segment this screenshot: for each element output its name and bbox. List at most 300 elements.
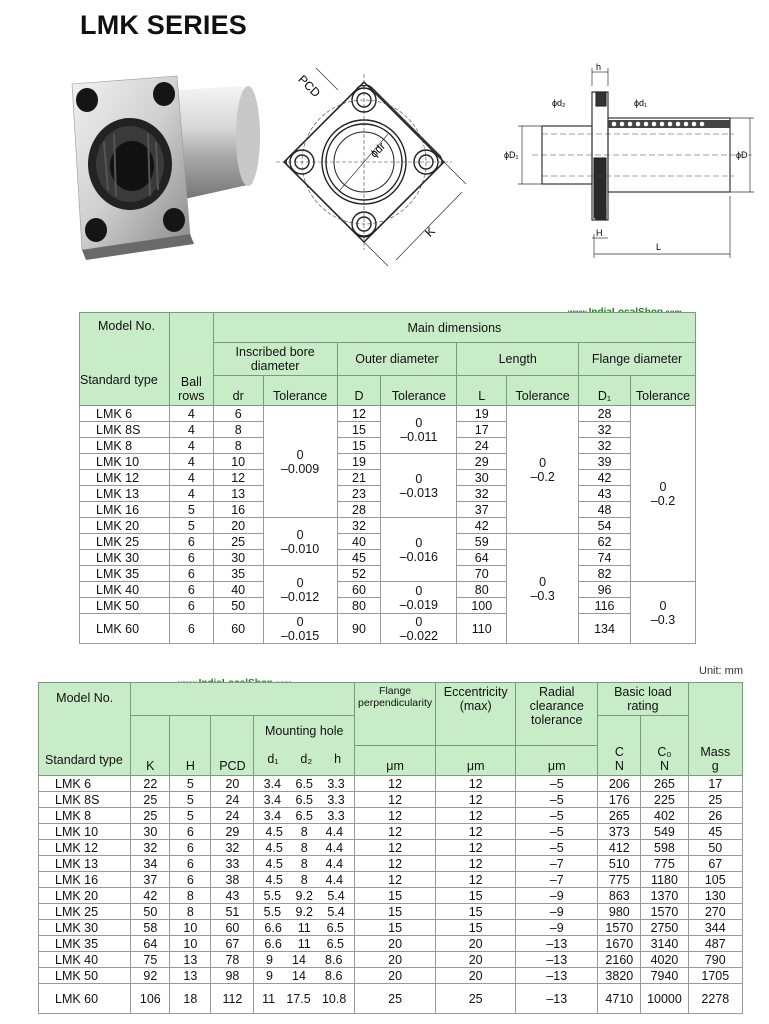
C-cell: 863: [598, 888, 641, 904]
eccentricity-cell: 12: [436, 824, 516, 840]
d2-value: 6.5: [295, 808, 313, 823]
L-cell: 17: [457, 422, 507, 438]
tolerance-cell: [263, 614, 337, 644]
dr-cell: 50: [213, 598, 263, 614]
PCD-cell: 98: [211, 968, 254, 984]
tolerance-upper: 0: [415, 415, 423, 430]
eccentricity-cell: 12: [436, 856, 516, 872]
dr-cell: 13: [213, 486, 263, 502]
mounting-hole-cell: [254, 808, 355, 824]
ball-rows-cell: 5: [169, 518, 213, 534]
C-cell: 4710: [598, 984, 641, 1014]
model-cell: LMK 13: [39, 856, 131, 872]
outer-diameter-header: Outer diameter: [337, 343, 457, 376]
C0-cell: 265: [641, 776, 688, 792]
h-value: 4.4: [325, 856, 344, 871]
C0-cell: 225: [641, 792, 688, 808]
d2-value: 11: [297, 920, 311, 935]
PCD-cell: 24: [211, 792, 254, 808]
C0-header: [641, 716, 688, 776]
eccentricity-cell: 12: [436, 840, 516, 856]
D-cell: 45: [337, 550, 381, 566]
model-cell: LMK 10: [80, 454, 170, 470]
C-cell: 373: [598, 824, 641, 840]
D1-cell: 43: [579, 486, 631, 502]
eccentricity-cell: 12: [436, 792, 516, 808]
radial-cell: –9: [516, 888, 598, 904]
H-cell: 10: [170, 936, 211, 952]
table-row: [39, 872, 743, 888]
C0-cell: 2750: [641, 920, 688, 936]
C-unit: N: [614, 759, 624, 773]
PCD-cell: 67: [211, 936, 254, 952]
C-cell: 206: [598, 776, 641, 792]
h-value: 6.5: [326, 920, 345, 935]
mass-cell: 1705: [688, 968, 742, 984]
perp-cell: 12: [355, 856, 436, 872]
d1-value: 4.5: [265, 872, 283, 887]
D-cell: 19: [337, 454, 381, 470]
h-value: 5.4: [327, 904, 345, 919]
K-cell: 32: [131, 840, 170, 856]
C0-cell: 775: [641, 856, 688, 872]
tolerance-cell: [381, 454, 457, 518]
tolerance-upper: 0: [296, 527, 304, 542]
perp-cell: 12: [355, 776, 436, 792]
radial-cell: –5: [516, 808, 598, 824]
table-row: [39, 840, 743, 856]
H-cell: 6: [170, 840, 211, 856]
mass-cell: 2278: [688, 984, 742, 1014]
PCD-cell: 112: [211, 984, 254, 1014]
d2-value: 14: [292, 952, 306, 967]
tolerance-cell: [507, 406, 579, 534]
mass-cell: 344: [688, 920, 742, 936]
d1-value: 3.4: [263, 808, 282, 823]
d2-value: 9.2: [295, 904, 313, 919]
L-label: L: [656, 242, 662, 252]
C0-cell: 1180: [641, 872, 688, 888]
ball-rows-cell: 4: [169, 470, 213, 486]
eccentricity-cell: 20: [436, 968, 516, 984]
D1-header: D₁: [579, 376, 631, 406]
tolerance-lower: –0.022: [399, 628, 438, 643]
C0-cell: 4020: [641, 952, 688, 968]
d2-value: 8: [300, 824, 308, 839]
h-value: 3.3: [327, 792, 345, 807]
d1-value: 9: [266, 952, 273, 967]
model-cell: LMK 6: [39, 776, 131, 792]
table-row: [39, 776, 743, 792]
L-cell: 29: [457, 454, 507, 470]
mounting-hole-cell: [254, 888, 355, 904]
h-value: 4.4: [325, 872, 344, 887]
tolerance-lower: –0.011: [400, 429, 438, 444]
H-cell: 13: [170, 968, 211, 984]
H-cell: 6: [170, 824, 211, 840]
D-cell: 80: [337, 598, 381, 614]
flange-perp-header: Flange perpendicularity: [355, 683, 436, 746]
eccentricity-cell: 15: [436, 888, 516, 904]
mass-header: [688, 683, 742, 776]
D-tolerance-header: Tolerance: [381, 376, 457, 406]
h-value: 4.4: [325, 824, 344, 839]
C-cell: 1670: [598, 936, 641, 952]
ball-rows-cell: 6: [169, 566, 213, 582]
D1-cell: 82: [579, 566, 631, 582]
eccentricity-cell: 15: [436, 920, 516, 936]
table-row: [39, 968, 743, 984]
d2-value: 8: [300, 840, 308, 855]
ball-rows-header: Ball rows: [169, 313, 213, 406]
dr-cell: 60: [213, 614, 263, 644]
C-cell: 775: [598, 872, 641, 888]
K-header: K: [131, 716, 170, 776]
D-cell: 21: [337, 470, 381, 486]
h-value: 6.5: [326, 936, 345, 951]
mounting-load-table: [38, 682, 743, 1014]
dr-cell: 20: [213, 518, 263, 534]
tolerance-upper: 0: [296, 614, 304, 629]
D-label: ϕD: [736, 150, 748, 160]
mounting-hole-cell: [254, 792, 355, 808]
mass-unit: g: [711, 759, 719, 773]
D-cell: 40: [337, 534, 381, 550]
L-cell: 59: [457, 534, 507, 550]
standard-type-label: Standard type: [80, 373, 158, 387]
tolerance-upper: 0: [415, 535, 423, 550]
C0-cell: 1570: [641, 904, 688, 920]
L-cell: 37: [457, 502, 507, 518]
model-cell: LMK 16: [80, 502, 170, 518]
model-cell: LMK 12: [80, 470, 170, 486]
D-cell: 90: [337, 614, 381, 644]
tolerance-cell: [381, 614, 457, 644]
D-cell: 28: [337, 502, 381, 518]
model-cell: LMK 8S: [39, 792, 131, 808]
PCD-header: PCD: [211, 716, 254, 776]
length-header: Length: [457, 343, 579, 376]
tolerance-lower: –0.009: [280, 461, 320, 476]
mass-cell: 790: [688, 952, 742, 968]
d1-value: 6.6: [264, 920, 282, 935]
radial-cell: –13: [516, 968, 598, 984]
model-cell: LMK 50: [80, 598, 170, 614]
model-cell: LMK 20: [80, 518, 170, 534]
K-cell: 30: [131, 824, 170, 840]
table-row: [80, 582, 696, 598]
tolerance-upper: 0: [539, 574, 547, 589]
K-cell: 58: [131, 920, 170, 936]
model-cell: LMK 6: [80, 406, 170, 422]
PCD-cell: 78: [211, 952, 254, 968]
PCD-cell: 60: [211, 920, 254, 936]
d1-value: 9: [266, 968, 273, 983]
C-cell: 2160: [598, 952, 641, 968]
C-cell: 176: [598, 792, 641, 808]
H-cell: 5: [170, 808, 211, 824]
model-cell: LMK 30: [80, 550, 170, 566]
C0-unit: N: [659, 759, 669, 773]
table-row: [39, 904, 743, 920]
PCD-cell: 43: [211, 888, 254, 904]
table-row: [80, 454, 696, 470]
tolerance-lower: –0.015: [280, 628, 320, 643]
ball-rows-cell: 4: [169, 422, 213, 438]
mass-cell: 50: [688, 840, 742, 856]
ball-rows-cell: 4: [169, 454, 213, 470]
tolerance-cell: [263, 566, 337, 614]
ball-rows-cell: 4: [169, 438, 213, 454]
L-cell: 32: [457, 486, 507, 502]
C0-cell: 10000: [641, 984, 688, 1014]
model-cell: LMK 40: [39, 952, 131, 968]
inscribed-bore-header: Inscribed bore diameter: [213, 343, 337, 376]
D-cell: 52: [337, 566, 381, 582]
D-cell: 23: [337, 486, 381, 502]
h-value: 4.4: [325, 840, 344, 855]
tolerance-lower: –0.2: [530, 469, 555, 484]
H-cell: 8: [170, 904, 211, 920]
D1-cell: 48: [579, 502, 631, 518]
C-cell: 412: [598, 840, 641, 856]
H-cell: 5: [170, 776, 211, 792]
perp-cell: 15: [355, 920, 436, 936]
ball-rows-cell: 5: [169, 502, 213, 518]
tolerance-lower: –0.010: [280, 541, 320, 556]
tolerance-upper: 0: [659, 479, 667, 494]
dimensions-group-header: [131, 683, 355, 716]
C0-cell: 402: [641, 808, 688, 824]
PCD-cell: 51: [211, 904, 254, 920]
H-cell: 6: [170, 872, 211, 888]
model-cell: LMK 13: [80, 486, 170, 502]
tolerance-upper: 0: [296, 575, 304, 590]
table-row: [39, 824, 743, 840]
d2-value: 6.5: [295, 776, 313, 791]
d2-value: 11: [297, 936, 311, 951]
dr-cell: 6: [213, 406, 263, 422]
K-cell: 50: [131, 904, 170, 920]
K-cell: 92: [131, 968, 170, 984]
model-cell: LMK 10: [39, 824, 131, 840]
model-cell: LMK 8: [39, 808, 131, 824]
tolerance-lower: –0.3: [650, 612, 676, 627]
h-value: 3.3: [327, 808, 345, 823]
mounting-hole-cell: [254, 968, 355, 984]
radial-unit-header: μm: [516, 746, 598, 776]
ball-rows-cell: 6: [169, 614, 213, 644]
PCD-cell: 33: [211, 856, 254, 872]
d1-value: 6.6: [264, 936, 282, 951]
radial-cell: –9: [516, 920, 598, 936]
model-cell: LMK 35: [39, 936, 131, 952]
D1-cell: 32: [579, 438, 631, 454]
dr-cell: 12: [213, 470, 263, 486]
h-label: h: [596, 62, 602, 72]
model-no-header: [39, 683, 131, 776]
perp-cell: 12: [355, 808, 436, 824]
radial-cell: –13: [516, 936, 598, 952]
tolerance-lower: –0.012: [280, 589, 320, 604]
perp-cell: 12: [355, 824, 436, 840]
mass-cell: 17: [688, 776, 742, 792]
table-row: [39, 936, 743, 952]
d2-value: 17.5: [286, 991, 311, 1006]
dr-cell: 40: [213, 582, 263, 598]
L-cell: 110: [457, 614, 507, 644]
tolerance-upper: 0: [415, 471, 423, 486]
dr-cell: 30: [213, 550, 263, 566]
D1-cell: 116: [579, 598, 631, 614]
D1-cell: 134: [579, 614, 631, 644]
d2-label: ϕd₂: [552, 98, 566, 108]
mass-label: Mass: [700, 745, 731, 759]
radial-cell: –13: [516, 984, 598, 1014]
standard-type-label: Standard type: [45, 753, 123, 767]
dr-cell: 35: [213, 566, 263, 582]
model-cell: LMK 40: [80, 582, 170, 598]
L-header: L: [457, 376, 507, 406]
mounting-hole-cell: [254, 952, 355, 968]
side-view-drawing: [502, 62, 762, 268]
eccentricity-cell: 12: [436, 808, 516, 824]
K-cell: 34: [131, 856, 170, 872]
model-cell: LMK 12: [39, 840, 131, 856]
K-cell: 64: [131, 936, 170, 952]
D1-cell: 96: [579, 582, 631, 598]
dr-cell: 25: [213, 534, 263, 550]
tolerance-upper: 0: [659, 598, 667, 613]
perp-cell: 20: [355, 952, 436, 968]
dimensions-table: [79, 312, 696, 644]
C0-cell: 549: [641, 824, 688, 840]
h-value: 8.6: [325, 968, 343, 983]
D1-cell: 62: [579, 534, 631, 550]
mounting-hole-cell: [254, 984, 355, 1014]
model-no-label: Model No.: [56, 691, 114, 705]
D1-cell: 42: [579, 470, 631, 486]
radial-cell: –7: [516, 872, 598, 888]
PCD-cell: 32: [211, 840, 254, 856]
eccentricity-cell: 12: [436, 872, 516, 888]
H-cell: 8: [170, 888, 211, 904]
mounting-hole-header: [254, 716, 355, 776]
d2-value: 8: [300, 872, 308, 887]
C0-cell: 3140: [641, 936, 688, 952]
C0-cell: 7940: [641, 968, 688, 984]
mass-cell: 25: [688, 792, 742, 808]
d1-value: 5.5: [263, 904, 282, 919]
radial-cell: –5: [516, 824, 598, 840]
model-cell: LMK 25: [80, 534, 170, 550]
table-row: [39, 952, 743, 968]
C-cell: 265: [598, 808, 641, 824]
ball-rows-cell: 6: [169, 550, 213, 566]
K-cell: 25: [131, 808, 170, 824]
mass-cell: 26: [688, 808, 742, 824]
tolerance-cell: [263, 406, 337, 518]
D-cell: 12: [337, 406, 381, 422]
L-cell: 100: [457, 598, 507, 614]
d2-value: 14: [292, 968, 306, 983]
eccentricity-header: Eccentricity (max): [436, 683, 516, 746]
tolerance-upper: 0: [296, 447, 304, 462]
d1-value: 3.4: [263, 776, 282, 791]
mounting-hole-cell: [254, 872, 355, 888]
D1-cell: 32: [579, 422, 631, 438]
mounting-hole-cell: [254, 776, 355, 792]
model-cell: LMK 35: [80, 566, 170, 582]
model-cell: LMK 60: [39, 984, 131, 1014]
table-row: [80, 406, 696, 422]
table-row: [80, 518, 696, 534]
PCD-cell: 24: [211, 808, 254, 824]
PCD-cell: 38: [211, 872, 254, 888]
D-cell: 15: [337, 438, 381, 454]
mounting-hole-cell: [254, 920, 355, 936]
tolerance-lower: –0.013: [399, 485, 438, 500]
table-row: [39, 792, 743, 808]
perp-cell: 20: [355, 968, 436, 984]
L-cell: 70: [457, 566, 507, 582]
d1-label: d₁: [267, 752, 279, 766]
mounting-hole-cell: [254, 856, 355, 872]
eccentricity-cell: 12: [436, 776, 516, 792]
h-value: 10.8: [321, 991, 347, 1006]
dr-label: ϕdr: [368, 140, 388, 161]
product-photo: [52, 64, 264, 264]
L-cell: 80: [457, 582, 507, 598]
tolerance-lower: –0.3: [530, 588, 555, 603]
eccentricity-cell: 25: [436, 984, 516, 1014]
dr-cell: 10: [213, 454, 263, 470]
D1-label: ϕD₁: [504, 150, 519, 160]
radial-clearance-header: Radial clearance tolerance: [516, 683, 598, 746]
tolerance-upper: 0: [415, 614, 423, 629]
model-no-label: Model No.: [98, 319, 155, 333]
h-value: 8.6: [325, 952, 343, 967]
K-cell: 75: [131, 952, 170, 968]
PCD-cell: 29: [211, 824, 254, 840]
radial-cell: –5: [516, 792, 598, 808]
ball-rows-cell: 4: [169, 486, 213, 502]
ecc-unit-header: μm: [436, 746, 516, 776]
C-header: [598, 716, 641, 776]
d1-value: 3.4: [263, 792, 282, 807]
D1-cell: 74: [579, 550, 631, 566]
eccentricity-cell: 20: [436, 952, 516, 968]
D-cell: 60: [337, 582, 381, 598]
tolerance-lower: –0.019: [399, 597, 438, 612]
perp-cell: 20: [355, 936, 436, 952]
D-cell: 32: [337, 518, 381, 534]
radial-cell: –5: [516, 840, 598, 856]
main-dimensions-header: Main dimensions: [213, 313, 695, 343]
mass-cell: 270: [688, 904, 742, 920]
C0-cell: 1370: [641, 888, 688, 904]
d2-value: 8: [300, 856, 308, 871]
table-row: [39, 856, 743, 872]
front-view-drawing: [276, 60, 476, 280]
d1-value: 4.5: [265, 824, 283, 839]
D1-cell: 28: [579, 406, 631, 422]
C-cell: 1570: [598, 920, 641, 936]
H-cell: 18: [170, 984, 211, 1014]
d1-value: 4.5: [265, 840, 283, 855]
d2-value: 6.5: [295, 792, 313, 807]
d1-value: 4.5: [265, 856, 283, 871]
